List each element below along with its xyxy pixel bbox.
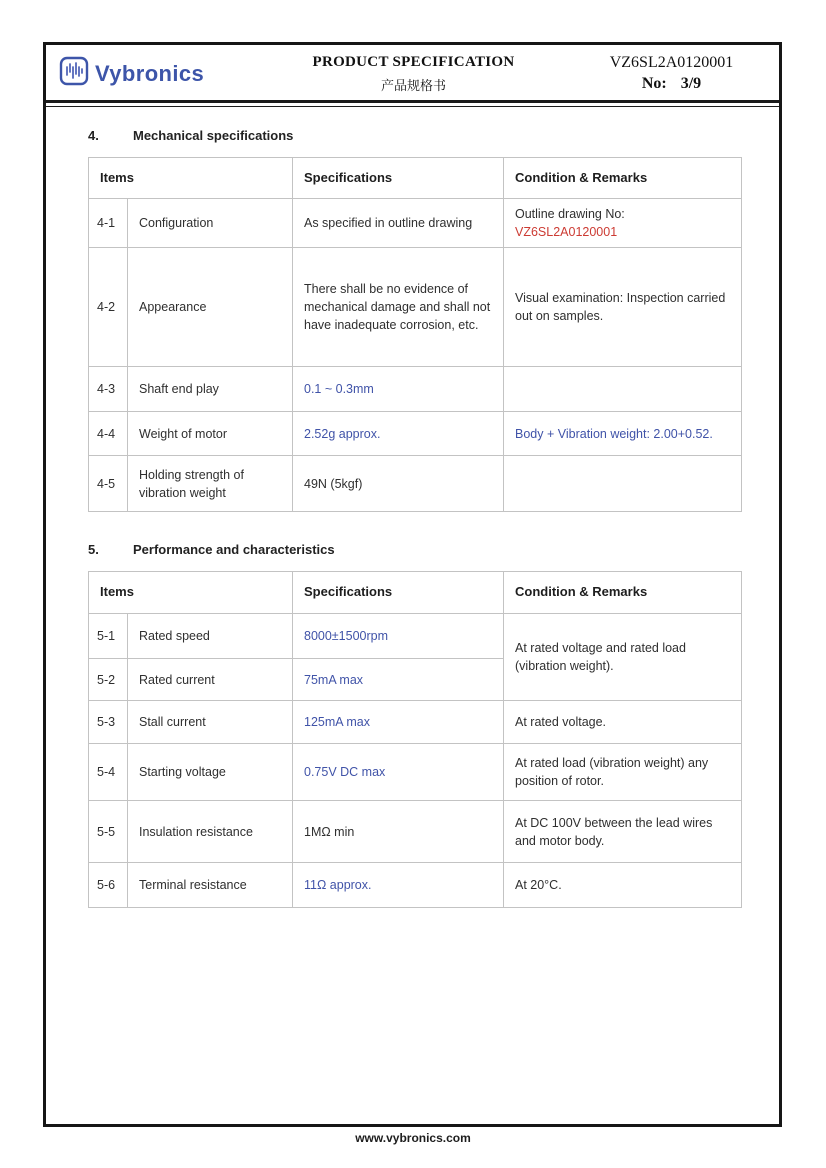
condition-cell: At rated load (vibration weight) any position of rotor. — [504, 744, 742, 801]
spec-cell: 0.1 ~ 0.3mm — [293, 367, 504, 412]
column-header-specifications: Specifications — [293, 572, 504, 614]
spec-cell: 125mA max — [293, 701, 504, 744]
column-header-condition: Condition & Remarks — [504, 158, 742, 199]
item-cell: Weight of motor — [128, 412, 293, 456]
row-number: 5-1 — [89, 614, 128, 659]
spec-cell: As specified in outline drawing — [293, 199, 504, 248]
section-4-number: 4. — [88, 128, 99, 143]
header-divider — [46, 100, 779, 107]
table-header-row — [89, 572, 742, 614]
performance-characteristics-table — [88, 571, 742, 908]
row-number: 5-4 — [89, 744, 128, 801]
table-row — [89, 701, 742, 744]
condition-cell — [504, 367, 742, 412]
table-row — [89, 801, 742, 863]
condition-cell: Visual examination: Inspection carried out on samples. — [504, 248, 742, 367]
spec-cell: 1MΩ min — [293, 801, 504, 863]
spec-cell: 11Ω approx. — [293, 863, 504, 908]
outline-drawing-number: VZ6SL2A0120001 — [515, 225, 618, 240]
page-number-label: No: — [641, 75, 667, 92]
item-cell: Appearance — [128, 248, 293, 367]
website-footer — [0, 1131, 826, 1145]
item-cell: Holding strength of vibration weight — [128, 456, 293, 512]
item-cell: Starting voltage — [128, 744, 293, 801]
table-row — [89, 456, 742, 512]
item-cell: Stall current — [128, 701, 293, 744]
table-row — [89, 744, 742, 801]
row-number: 4-4 — [89, 412, 128, 456]
table-row — [89, 863, 742, 908]
document-number-block — [574, 54, 769, 93]
condition-cell — [504, 456, 742, 512]
item-cell: Configuration — [128, 199, 293, 248]
condition-cell: At DC 100V between the lead wires and motor body. — [504, 801, 742, 863]
mechanical-specifications-table — [88, 157, 742, 512]
spec-cell: 8000±1500rpm — [293, 614, 504, 659]
document-header — [46, 45, 779, 99]
item-cell: Rated speed — [128, 614, 293, 659]
condition-cell: At rated voltage. — [504, 701, 742, 744]
spec-cell: 75mA max — [293, 659, 504, 701]
title-block — [253, 54, 574, 94]
column-header-condition: Condition & Remarks — [504, 572, 742, 614]
row-number: 4-5 — [89, 456, 128, 512]
section-4-title: Mechanical specifications — [133, 128, 294, 143]
condition-cell: Outline drawing No: VZ6SL2A0120001 — [504, 199, 742, 248]
section-5-title: Performance and characteristics — [133, 542, 335, 558]
table-row — [89, 412, 742, 456]
vybronics-waveform-icon — [58, 55, 90, 92]
column-header-specifications: Specifications — [293, 158, 504, 199]
document-number: VZ6SL2A0120001 — [609, 54, 734, 71]
row-number: 4-3 — [89, 367, 128, 412]
section-5-number: 5. — [88, 542, 99, 558]
page-frame — [43, 42, 782, 1127]
spec-cell: 49N (5kgf) — [293, 456, 504, 512]
spec-cell: There shall be no evidence of mechanical damage and shall not have inadequate corrosion, etc. — [293, 248, 504, 367]
row-number: 4-2 — [89, 248, 128, 367]
table-row — [89, 367, 742, 412]
item-cell: Terminal resistance — [128, 863, 293, 908]
condition-cell: At 20°C. — [504, 863, 742, 908]
page-number-value: 3/9 — [680, 75, 702, 92]
document-title-chinese: 产品规格书 — [380, 77, 446, 93]
column-header-items: Items — [89, 158, 293, 199]
row-number: 5-2 — [89, 659, 128, 701]
condition-cell-merged: At rated voltage and rated load (vibration weight). — [504, 614, 742, 701]
document-body — [46, 128, 779, 908]
table-row — [89, 248, 742, 367]
document-title: PRODUCT SPECIFICATION — [312, 53, 515, 70]
section-5-heading — [88, 542, 779, 557]
table-header-row — [89, 158, 742, 199]
page-number — [574, 75, 769, 93]
row-number: 5-6 — [89, 863, 128, 908]
section-4-heading — [88, 128, 779, 143]
vybronics-logo — [58, 55, 253, 92]
spec-cell: 0.75V DC max — [293, 744, 504, 801]
item-cell: Insulation resistance — [128, 801, 293, 863]
column-header-items: Items — [89, 572, 293, 614]
condition-cell: Body + Vibration weight: 2.00+0.52. — [504, 412, 742, 456]
spec-cell: 2.52g approx. — [293, 412, 504, 456]
row-number: 5-5 — [89, 801, 128, 863]
website-link[interactable]: www.vybronics.com — [355, 1131, 471, 1145]
row-number: 5-3 — [89, 701, 128, 744]
table-row — [89, 614, 742, 659]
table-row — [89, 199, 742, 248]
logo-wordmark: Vybronics — [95, 60, 205, 86]
item-cell: Rated current — [128, 659, 293, 701]
row-number: 4-1 — [89, 199, 128, 248]
item-cell: Shaft end play — [128, 367, 293, 412]
